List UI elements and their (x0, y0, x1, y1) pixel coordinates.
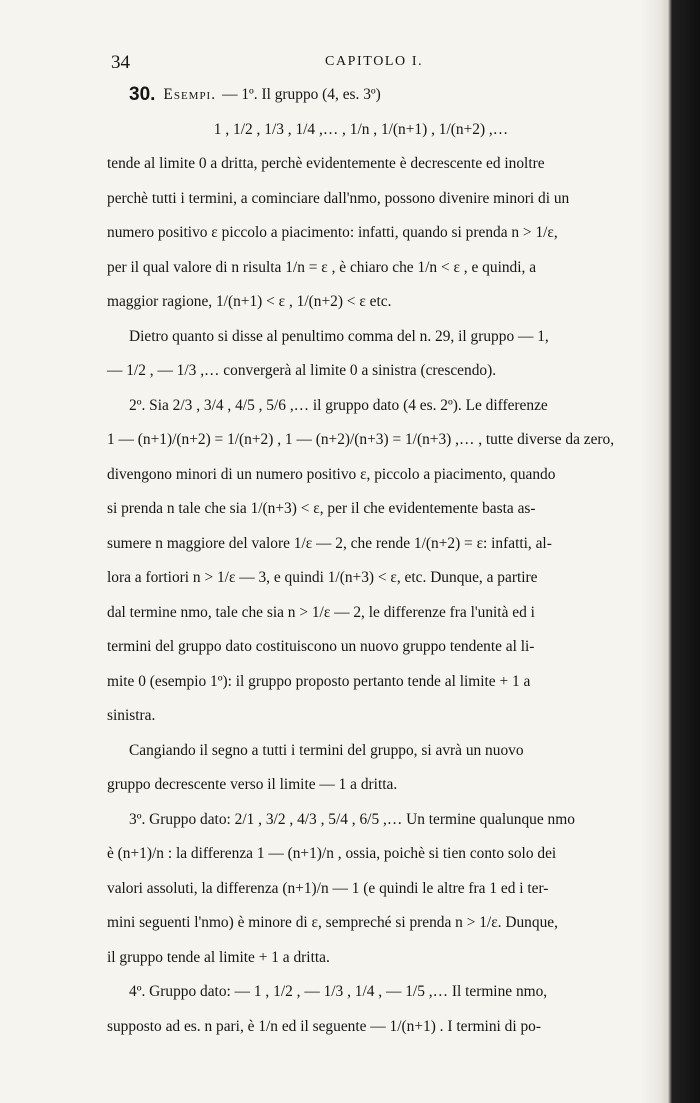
line-26: 4º. Gruppo dato: — 1 , 1/2 , — 1/3 , 1/4 , — 1/5 ,… Il termine nmo, (129, 983, 548, 1001)
page-shadow (640, 0, 662, 1103)
text-line (107, 492, 615, 527)
text-line (107, 699, 615, 734)
line-22: è (n+1)/n : la differenza 1 — (n+1)/n , ossia, poichè si tien conto solo dei (107, 845, 557, 863)
text-line (107, 734, 615, 769)
sequence-1: 1 , 1/2 , 1/3 , 1/4 ,… , 1/n , 1/(n+1) , 1/(n+2) ,… (213, 120, 509, 138)
text-line (107, 354, 615, 389)
text-line (107, 837, 615, 872)
line-13: sumere n maggiore del valore 1/ε — 2, che rende 1/(n+2) = ε: infatti, al- (107, 534, 552, 552)
line-12: si prenda n tale che sia 1/(n+3) < ε, per il che evidentemente basta as- (107, 500, 536, 518)
text-line (107, 768, 615, 803)
line-3: perchè tutti i termini, a cominciare dall'nmo, possono divenire minori di un (107, 189, 570, 207)
formula-line (107, 113, 615, 148)
line-23: valori assoluti, la differenza (n+1)/n — 1 (e quindi le altre fra 1 ed i ter- (107, 879, 549, 897)
line-27: supposto ad es. n pari, è 1/n ed il seguente — 1/(n+1) . I termini di po- (107, 1017, 541, 1035)
line-6: maggior ragione, 1/(n+1) < ε , 1/(n+2) < ε etc. (107, 293, 392, 311)
section-label: Esempi. (163, 86, 217, 104)
line-17: mite 0 (esempio 1º): il gruppo proposto pertanto tende al limite + 1 a (107, 672, 531, 690)
line-24: mini seguenti l'nmo) è minore di ε, sempreché si prenda n > 1/ε. Dunque, (107, 914, 558, 932)
text-line (107, 251, 615, 286)
page-number: 34 (111, 52, 130, 73)
text-line (107, 320, 615, 355)
line-16: termini del gruppo dato costituiscono un nuovo gruppo tendente al li- (107, 638, 535, 656)
line-10: 1 — (n+1)/(n+2) = 1/(n+2) , 1 — (n+2)/(n+3) = 1/(n+3) ,… , tutte diverse da zero, (107, 431, 615, 449)
text-line (107, 423, 615, 458)
line-5: per il qual valore di n risulta 1/n = ε , è chiaro che 1/n < ε , e quindi, a (107, 258, 537, 276)
line-2: tende al limite 0 a dritta, perchè evidentemente è decrescente ed inoltre (107, 155, 545, 173)
line-21: 3º. Gruppo dato: 2/1 , 3/2 , 4/3 , 5/4 , 6/5 ,… Un termine qualunque nmo (129, 810, 575, 828)
line-15: dal termine nmo, tale che sia n > 1/ε — 2, le differenze fra l'unità ed i (107, 603, 535, 621)
text-line (107, 630, 615, 665)
text-line (107, 803, 615, 838)
line-18: sinistra. (107, 707, 156, 725)
running-head: CAPITOLO I. (325, 54, 424, 69)
line-9: 2º. Sia 2/3 , 3/4 , 4/5 , 5/6 ,… il gruppo dato (4 es. 2º). Le differenze (129, 396, 548, 414)
book-spine-edge (660, 0, 700, 1103)
line-7: Dietro quanto si disse al penultimo comma del n. 29, il gruppo — 1, (129, 327, 549, 345)
text-line (107, 941, 615, 976)
text-line (107, 182, 615, 217)
line-25: il gruppo tende al limite + 1 a dritta. (107, 948, 330, 966)
text-line (107, 527, 615, 562)
text-line (107, 596, 615, 631)
page-header (0, 52, 660, 74)
line-1: — 1º. Il gruppo (4, es. 3º) (222, 86, 381, 104)
text-line (107, 216, 615, 251)
text-line (107, 665, 615, 700)
section-number: 30. (129, 83, 156, 105)
line-14: lora a fortiori n > 1/ε — 3, e quindi 1/(n+3) < ε, etc. Dunque, a partire (107, 569, 538, 587)
text-line (107, 975, 615, 1010)
line-4: numero positivo ε piccolo a piacimento: infatti, quando si prenda n > 1/ε, (107, 224, 558, 242)
text-line (107, 147, 615, 182)
line-20: gruppo decrescente verso il limite — 1 a dritta. (107, 776, 398, 794)
text-line (107, 872, 615, 907)
line-8: — 1/2 , — 1/3 ,… convergerà al limite 0 a sinistra (crescendo). (107, 362, 497, 380)
text-line (107, 285, 615, 320)
text-line (107, 906, 615, 941)
text-line (107, 458, 615, 493)
text-line (107, 561, 615, 596)
text-line (107, 78, 615, 113)
line-11: divengono minori di un numero positivo ε, piccolo a piacimento, quando (107, 465, 556, 483)
body-text (107, 78, 615, 1044)
text-line (107, 1010, 615, 1045)
text-line (107, 389, 615, 424)
line-19: Cangiando il segno a tutti i termini del gruppo, si avrà un nuovo (129, 741, 524, 759)
